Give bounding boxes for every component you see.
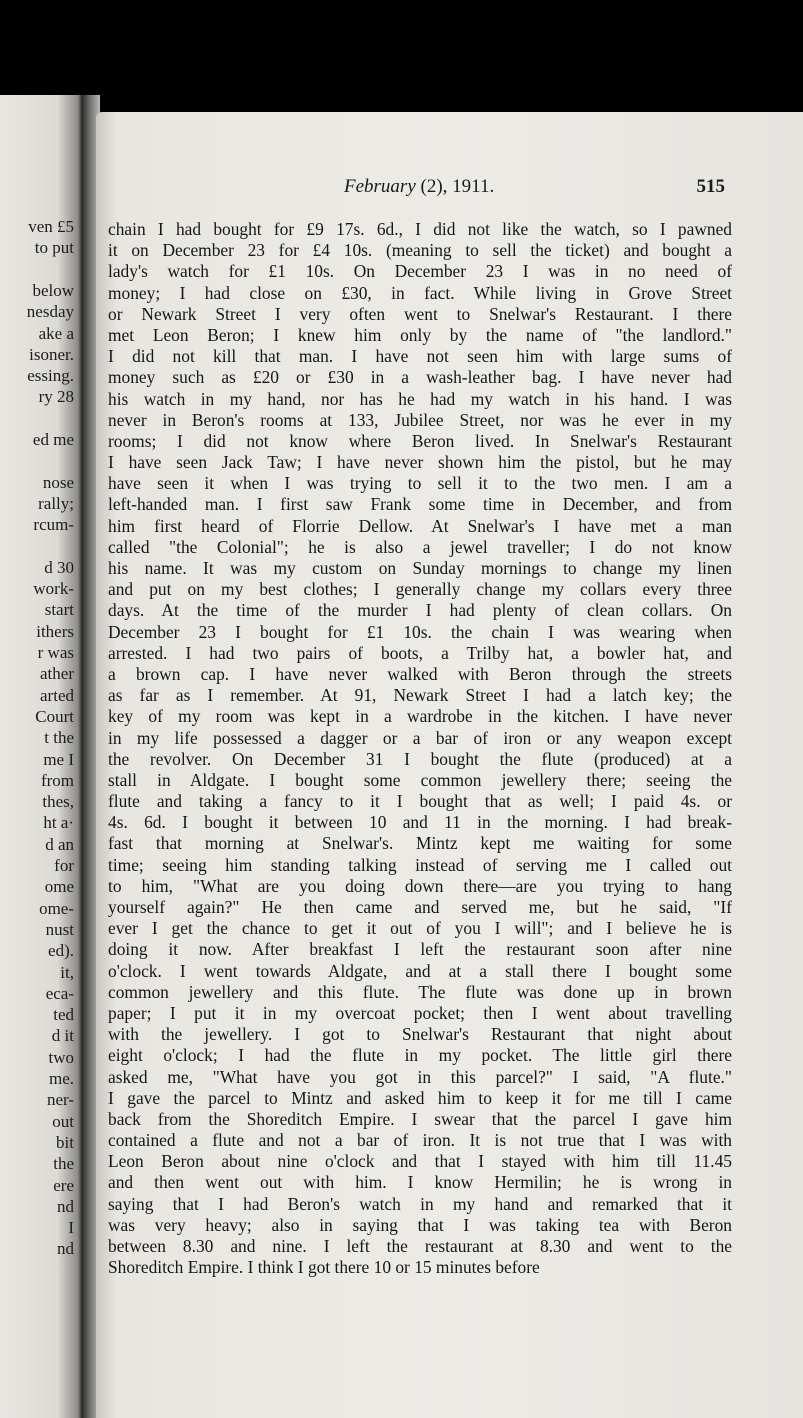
left-page-fragment: nd [57, 1196, 74, 1216]
text-line: ever I get the chance to get it out of you I will"; and I believe he is [108, 918, 732, 939]
left-page-fragment: ake a [38, 323, 74, 343]
text-line: it on December 23 for £4 10s. (meaning to sell the ticket) and bought a [108, 240, 732, 261]
left-page-fragment: rally; [38, 493, 74, 513]
text-line: contained a flute and not a bar of iron. It is not true that I was with [108, 1130, 732, 1151]
text-line: as far as I remember. At 91, Newark Street I had a latch key; the [108, 685, 732, 706]
text-line: chain I had bought for £9 17s. 6d., I did not like the watch, so I pawned [108, 219, 732, 239]
text-line: eight o'clock; I had the flute in my pocket. The little girl there [108, 1045, 732, 1066]
text-line: yourself again?" He then came and served me, but he said, "If [108, 897, 732, 917]
left-page-fragment: ted [53, 1005, 74, 1025]
text-line: arrested. I had two pairs of boots, a Trilby hat, a bowler hat, and [108, 642, 732, 663]
text-line: Leon Beron about nine o'clock and that I stayed with him till 11.45 [108, 1151, 732, 1172]
text-line: left-handed man. I first saw Frank some time in December, and from [108, 494, 732, 515]
left-page-fragment: ome [44, 877, 74, 897]
left-page-fragment: from [40, 770, 74, 790]
left-page-fragment: essing. [27, 366, 74, 386]
left-page-fragment: ht a· [43, 813, 74, 833]
text-line: to him, "What are you doing down there—are you trying to hang [108, 875, 732, 896]
text-line: common jewellery and this flute. The flute was done up in brown [108, 981, 732, 1002]
left-page-fragment: for [54, 856, 74, 875]
text-line: key of my room was kept in a wardrobe in the kitchen. I have never [108, 706, 732, 727]
text-line: met Leon Beron; I knew him only by the name of "the landlord." [108, 324, 732, 345]
text-line: lady's watch for £1 10s. On December 23 I was in no need of [108, 261, 732, 282]
left-page-fragment: I [68, 1218, 74, 1238]
text-line: was very heavy; also in saying that I was taking tea with Beron [108, 1214, 732, 1235]
left-page-fragment: the [53, 1154, 74, 1174]
text-line: 4s. 6d. I bought it between 10 and 11 in the morning. I had break- [108, 812, 732, 833]
text-line: money such as £20 or £30 in a wash-leather bag. I have never had [108, 367, 732, 388]
left-page-edge [0, 95, 82, 1418]
left-page-fragment: to put [34, 238, 74, 258]
text-line: o'clock. I went towards Aldgate, and at a stall there I bought some [108, 960, 732, 981]
left-page-fragment: arted [40, 685, 74, 705]
left-page-fragment: rcum- [33, 515, 74, 535]
text-line: between 8.30 and nine. I left the restaurant at 8.30 and went to the [108, 1236, 732, 1256]
left-page-fragment: ere [53, 1175, 74, 1195]
left-page-fragment: two [48, 1047, 74, 1067]
text-line: stall in Aldgate. I bought some common jewellery there; seeing the [108, 769, 732, 790]
left-page-fragment: d 30 [44, 557, 74, 577]
text-line: called "the Colonial"; he is also a jewel traveller; I do not know [108, 536, 732, 557]
left-page-fragment: eca- [45, 983, 74, 1003]
left-page-fragment: Court [35, 706, 74, 726]
text-line: never in Beron's rooms at 133, Jubilee Street, nor was he ever in my [108, 409, 732, 430]
text-line: money; I had close on £30, in fact. While living in Grove Street [108, 282, 732, 303]
left-page-fragment: ry 28 [38, 387, 74, 407]
page-number: 515 [696, 176, 725, 197]
text-line: a brown cap. I have never walked with Beron through the streets [108, 663, 732, 684]
text-line: I gave the parcel to Mintz and asked him to keep it for me till I came [108, 1087, 732, 1108]
text-line: time; seeing him standing talking instead of serving me I called out [108, 854, 732, 875]
left-page-fragment: thes, [42, 792, 74, 812]
left-page-fragment: nust [45, 919, 74, 939]
left-page-fragment: r was [37, 643, 74, 662]
left-page-fragment: ome- [39, 898, 74, 918]
left-page-fragment: work- [33, 579, 74, 599]
header-month: February [344, 176, 416, 197]
left-page-fragment: ed me [32, 430, 74, 449]
text-line: fast that morning at Snelwar's. Mintz kept me waiting for some [108, 833, 732, 854]
text-line: with the jewellery. I got to Snelwar's Restaurant that night about [108, 1024, 732, 1045]
text-line: the revolver. On December 31 I bought the flute (produced) at a [108, 748, 732, 769]
left-page-fragment: d an [45, 834, 74, 854]
page-body-text [108, 219, 732, 1278]
text-line: I have seen Jack Taw; I have never shown him the pistol, but he may [108, 452, 732, 473]
text-line: Shoreditch Empire. I think I got there 10 or 15 minutes before [108, 1257, 540, 1278]
text-line: saying that I had Beron's watch in my hand and remarked that it [108, 1193, 732, 1214]
left-page-fragment: below [32, 280, 74, 300]
text-line: days. At the time of the murder I had plenty of clean collars. On [108, 600, 732, 621]
text-line: I did not kill that man. I have not seen him with large sums of [108, 346, 732, 367]
text-line: his name. It was my custom on Sunday mornings to change my linen [108, 558, 732, 578]
left-page-fragment: ithers [36, 621, 74, 641]
left-page-fragment: ed). [48, 941, 74, 961]
header-date [344, 176, 494, 198]
left-page-fragment: t the [44, 728, 74, 748]
book-page [96, 112, 803, 1418]
text-line: or Newark Street I very often went to Snelwar's Restaurant. I there [108, 303, 732, 324]
left-page-fragment: start [44, 600, 74, 620]
text-line: flute and taking a fancy to it I bought that as well; I paid 4s. or [108, 791, 732, 812]
text-line: December 23 I bought for £1 10s. the chain I was wearing when [108, 621, 732, 642]
left-page-fragment: me I [43, 749, 74, 769]
text-line: him first heard of Florrie Dellow. At Snelwar's I have met a man [108, 515, 732, 536]
text-line: have seen it when I was trying to sell it to the two men. I am a [108, 473, 732, 494]
left-page-fragment: me. [48, 1069, 74, 1088]
text-line: asked me, "What have you got in this parcel?" I said, "A flute." [108, 1066, 732, 1087]
running-header [96, 176, 803, 202]
text-line: and put on my best clothes; I generally change my collars every three [108, 579, 732, 600]
text-line: doing it now. After breakfast I left the restaurant soon after nine [108, 939, 732, 960]
left-page-fragment: bit [56, 1132, 74, 1152]
left-page-fragment: d it [51, 1026, 74, 1046]
left-page-fragment: ven £5 [28, 217, 74, 236]
left-page-fragment: ner- [46, 1090, 74, 1110]
left-page-fragment: nd [57, 1239, 74, 1259]
left-page-fragment: nose [42, 472, 74, 492]
left-page-fragment: out [52, 1111, 74, 1131]
left-page-fragment: isoner. [29, 344, 74, 364]
text-line: in my life possessed a dagger or a bar of iron or any weapon except [108, 727, 732, 748]
text-line: his watch in my hand, nor has he had my watch in his hand. I was [108, 388, 732, 409]
text-line: paper; I put it in my overcoat pocket; then I went about travelling [108, 1002, 732, 1023]
text-line: rooms; I did not know where Beron lived. In Snelwar's Restaurant [108, 430, 732, 451]
header-date-rest: (2), 1911. [415, 176, 495, 197]
left-page-fragment: ather [40, 664, 74, 684]
left-page-fragment: nesday [26, 302, 74, 322]
text-line: and then went out with him. I know Hermilin; he is wrong in [108, 1172, 732, 1193]
left-page-fragment: it, [60, 962, 74, 982]
text-line: back from the Shoreditch Empire. I swear that the parcel I gave him [108, 1108, 732, 1129]
